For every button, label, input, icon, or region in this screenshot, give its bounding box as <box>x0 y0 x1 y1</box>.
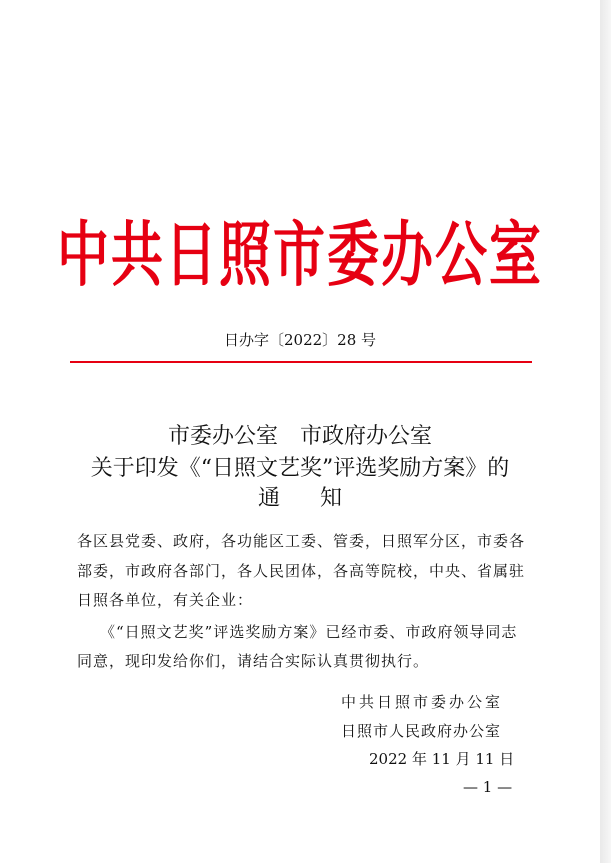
notice-title-line2: 关于印发《“日照文艺奖”评选奖励方案》的 <box>90 456 510 481</box>
notice-title-line1: 市委办公室 市政府办公室 <box>167 424 432 449</box>
viewer-edge <box>600 0 611 863</box>
content-line1: 《“日照文艺奖”评选奖励方案》已经市委、市政府领导同志 <box>100 623 518 641</box>
addressee-line3: 日照各单位，有关企业： <box>77 591 254 609</box>
addressee-line2: 部委，市政府各部门，各人民团体，各高等院校，中央、省属驻 <box>77 562 526 580</box>
red-separator-line <box>70 361 532 363</box>
issuer-government-office: 日照市人民政府办公室 <box>341 722 502 740</box>
issuer-party-office: 中共日照市委办公室 <box>341 693 504 711</box>
content-line2: 同意，现印发给你们，请结合实际认真贯彻执行。 <box>77 652 430 670</box>
addressee-line1: 各区县党委、政府，各功能区工委、管委，日照军分区，市委各 <box>77 532 526 550</box>
document-number: 日办字〔2022〕28 号 <box>223 331 377 349</box>
notice-title-line3: 通知 <box>257 486 382 511</box>
page-number: — 1 — <box>463 778 513 796</box>
issue-date: 2022 年 11 月 11 日 <box>369 750 515 768</box>
masthead-title: 中共日照市委办公室 <box>56 215 543 297</box>
